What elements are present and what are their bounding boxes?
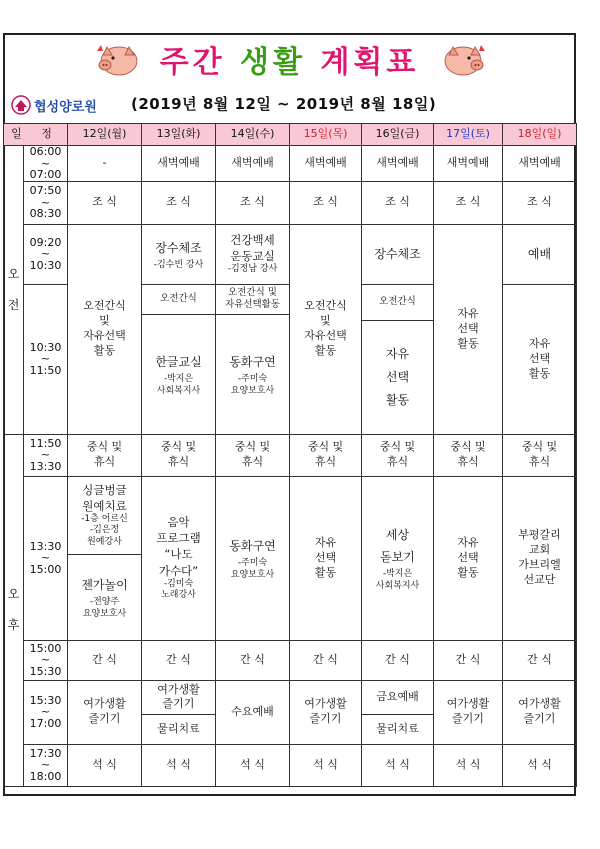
activity-cell: 조 식 (434, 181, 503, 224)
activity-cell: 간 식 (68, 640, 142, 680)
weekly-schedule-table (3, 123, 577, 787)
title-word-1: 주간 (159, 45, 226, 80)
activity-cell: 자유 선택 활동 (434, 224, 503, 434)
day-monday: 12일(월) (68, 124, 142, 146)
period-pm: 오 후 (4, 434, 24, 786)
table-row (4, 434, 577, 476)
activity-cell: 음악 프로그램 “나도 가수다” -김미숙 노래강사 (142, 476, 216, 640)
activity-cell: 자유 선택 활동 (290, 476, 362, 640)
day-tuesday: 13일(화) (142, 124, 216, 146)
page-title (160, 45, 420, 80)
day-saturday: 17일(토) (434, 124, 503, 146)
header (3, 33, 576, 123)
time-slot: 10:30 ~ 11:50 (24, 284, 68, 434)
activity-cell: 중식 및 휴식 (503, 434, 577, 476)
title-row (3, 39, 576, 87)
activity-cell: 간 식 (216, 640, 290, 680)
activity-cell: 장수체조 (362, 224, 434, 284)
activity-cell: 석 식 (503, 744, 577, 786)
activity-cell: 조 식 (503, 181, 577, 224)
activity-cell: 예배 (503, 224, 577, 284)
activity-cell: 싱글벙글 원예치료 -1층 어르신 -김은정 원예강사 젠가놀이 -전양주 요양보호사 (68, 476, 142, 640)
activity-cell: 간 식 (142, 640, 216, 680)
activity-cell: 간 식 (362, 640, 434, 680)
date-range: (2019년 8월 12일 ~ 2019년 8월 18일) (131, 95, 437, 113)
organization-logo-icon (11, 95, 31, 115)
time-slot: 15:00 ~ 15:30 (24, 640, 68, 680)
activity-cell: 오전간식 한글교실 -박지은 사회복지사 (142, 284, 216, 434)
time-slot: 06:00 ~ 07:00 (24, 146, 68, 182)
activity-cell: 석 식 (216, 744, 290, 786)
day-wednesday: 14일(수) (216, 124, 290, 146)
activity-cell: 중식 및 휴식 (434, 434, 503, 476)
table-row (4, 680, 577, 744)
activity-cell: 오전간식 자유 선택 활동 (362, 284, 434, 434)
activity-cell: 여가생활 즐기기 (503, 680, 577, 744)
activity-cell: 오전간식 및 자유선택활동 동화구연 -주미숙 요양보호사 (216, 284, 290, 434)
title-word-2: 생활 (240, 45, 306, 80)
activity-cell: 중식 및 휴식 (290, 434, 362, 476)
activity-cell: 자유 선택 활동 (434, 476, 503, 640)
schedule-label: 일 정 (4, 124, 68, 146)
activity-cell: 석 식 (434, 744, 503, 786)
activity-cell: 석 식 (142, 744, 216, 786)
activity-cell: 여가생활 즐기기 물리치료 (142, 680, 216, 744)
activity-cell: 세상 돋보기 -박지은 사회복지사 (362, 476, 434, 640)
activity-cell: 간 식 (434, 640, 503, 680)
organization-name: 협성양로원 (34, 99, 97, 115)
activity-cell: 간 식 (290, 640, 362, 680)
activity-cell: 석 식 (362, 744, 434, 786)
activity-cell: 중식 및 휴식 (142, 434, 216, 476)
activity-cell: 새벽예배 (503, 146, 577, 182)
table-row (4, 744, 577, 786)
time-slot: 13:30 ~ 15:00 (24, 476, 68, 640)
activity-cell: 조 식 (142, 181, 216, 224)
activity-cell: 중식 및 휴식 (216, 434, 290, 476)
activity-cell: 장수체조 -김수빈 강사 (142, 224, 216, 284)
pig-icon (95, 39, 141, 79)
activity-cell: - (68, 146, 142, 182)
activity-cell: 석 식 (68, 744, 142, 786)
title-word-3: 계획표 (320, 45, 420, 80)
activity-cell: 새벽예배 (362, 146, 434, 182)
table-row (4, 224, 577, 284)
activity-cell: 새벽예배 (434, 146, 503, 182)
activity-cell: 중식 및 휴식 (362, 434, 434, 476)
period-am: 오 전 (4, 146, 24, 435)
activity-cell: 조 식 (362, 181, 434, 224)
activity-cell: 자유 선택 활동 (503, 284, 577, 434)
activity-cell: 여가생활 즐기기 (68, 680, 142, 744)
pig-icon (441, 39, 487, 79)
activity-cell: 여가생활 즐기기 (434, 680, 503, 744)
day-sunday: 18일(일) (503, 124, 577, 146)
header-row (4, 124, 577, 146)
organization (11, 94, 97, 116)
activity-cell: 부평갈리 교회 가브리엘 선교단 (503, 476, 577, 640)
day-friday: 16일(금) (362, 124, 434, 146)
time-slot: 11:50 ~ 13:30 (24, 434, 68, 476)
activity-cell: 새벽예배 (216, 146, 290, 182)
activity-cell: 여가생활 즐기기 (290, 680, 362, 744)
activity-cell: 조 식 (68, 181, 142, 224)
time-slot: 15:30 ~ 17:00 (24, 680, 68, 744)
activity-cell: 동화구연 -주미숙 요양보호사 (216, 476, 290, 640)
time-slot: 07:50 ~ 08:30 (24, 181, 68, 224)
activity-cell: 중식 및 휴식 (68, 434, 142, 476)
activity-cell: 조 식 (290, 181, 362, 224)
activity-cell: 금요예배 물리치료 (362, 680, 434, 744)
activity-cell: 오전간식 및 자유선택 활동 (290, 224, 362, 434)
activity-cell: 오전간식 및 자유선택 활동 (68, 224, 142, 434)
table-row (4, 640, 577, 680)
activity-cell: 조 식 (216, 181, 290, 224)
activity-cell: 석 식 (290, 744, 362, 786)
table-row (4, 146, 577, 182)
activity-cell: 새벽예배 (290, 146, 362, 182)
activity-cell: 간 식 (503, 640, 577, 680)
activity-cell: 건강백세 운동교실 -김정남 강사 (216, 224, 290, 284)
day-thursday: 15일(목) (290, 124, 362, 146)
table-row (4, 181, 577, 224)
time-slot: 17:30 ~ 18:00 (24, 744, 68, 786)
activity-cell: 새벽예배 (142, 146, 216, 182)
time-slot: 09:20 ~ 10:30 (24, 224, 68, 284)
activity-cell: 수요예배 (216, 680, 290, 744)
table-row (4, 476, 577, 640)
